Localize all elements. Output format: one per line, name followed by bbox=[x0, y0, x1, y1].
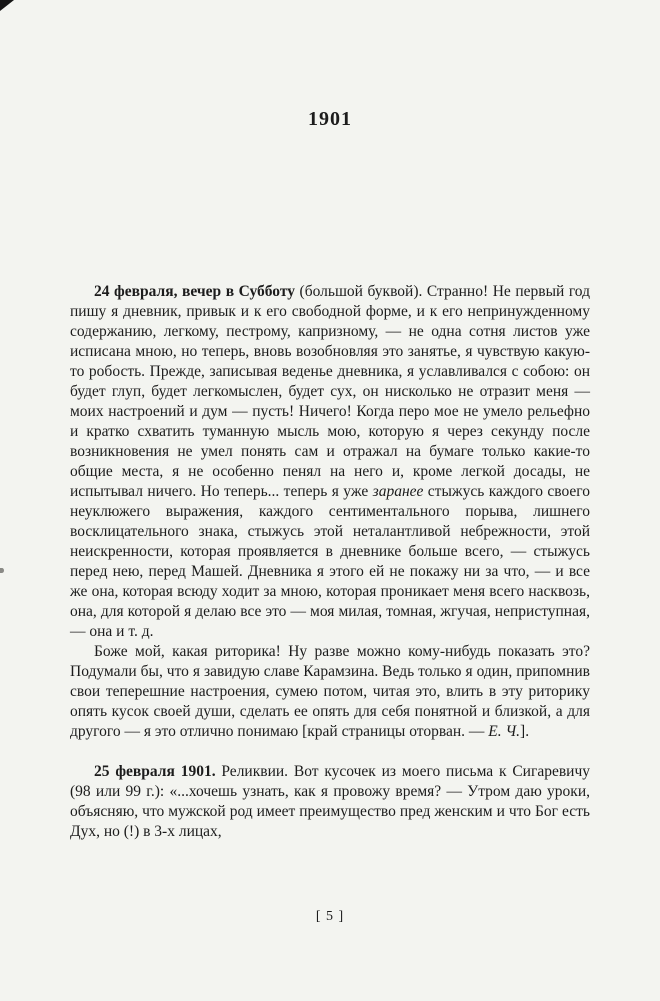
page-number: [ 5 ] bbox=[315, 909, 345, 924]
italic-run: Е. Ч. bbox=[488, 723, 521, 740]
text-run: ]. bbox=[520, 723, 530, 740]
chapter-title: 1901 bbox=[308, 108, 352, 130]
italic-run: заранее bbox=[372, 483, 424, 500]
text-run: (большой буквой). Странно! Не первый год пишу я дневник, привык и к его свободной форме, и к его непринужденному содержанию, легкому, пестрому, капризному, — не одна сотня листов уже исписана мною, но теперь, вновь возобновляя это занятье, я чувствую какую-то робость. Прежде, записывая веденье дневника, я уславливался с собою: он будет глуп, будет легкомыслен, будет сух, он нисколько не отразит меня — моих настроений и дум — пусть! Ничего! Когда перо мое не умело рельефно и кратко схватить туманную мысль мою, которую я через секунду после возникновения не умел понять сам и отражал на бумаге только какие-то общие места, я не особенно пенял на него и, кроме легкой досады, не испытывал ничего. Но теперь... теперь я уже bbox=[70, 283, 590, 500]
paragraph bbox=[70, 762, 590, 842]
bold-run: 24 февраля, вечер в Субботу bbox=[94, 283, 295, 300]
text-block bbox=[70, 282, 590, 842]
scan-artifact-speck bbox=[0, 568, 4, 573]
text-run: Боже мой, какая риторика! Ну разве можно кому-нибудь показать это? Подумали бы, что я завидую славе Карамзина. Ведь только я один, припомнив свои теперешние настроения, сумею потом, читая это, влить в эту риторику опять кусок своей души, сделать ее опять для себя понятной и близкой, а для другого — я это отлично понимаю [край страницы оторван. — bbox=[70, 643, 590, 740]
paragraph bbox=[70, 642, 590, 742]
scan-artifact-corner bbox=[0, 0, 14, 11]
bold-run: 25 февраля 1901. bbox=[94, 763, 216, 780]
text-run: Реликвии. Вот кусочек из моего письма к Сигаревичу (98 или 99 г.): «...хочешь узнать, как я провожу время? — Утром даю уроки, объясняю, что мужской род имеет преимущество пред женским и что Бог есть Дух, но (!) в 3-х лицах, bbox=[70, 763, 590, 840]
paragraph bbox=[70, 282, 590, 642]
text-run: стыжусь каждого своего неуклюжего выражения, каждого сентиментального порыва, лишнего восклицательного знака, стыжусь этой неталантливой небрежности, этой неискренности, которая проявляется в дневнике больше всего, — стыжусь перед нею, перед Машей. Дневника я этого ей не покажу ни за что, — и все же она, которая всюду ходит за мною, которая проникает меня всего насквозь, она, для которой я делаю все это — моя милая, томная, жгучая, неприступная, — она и т. д. bbox=[70, 483, 590, 640]
